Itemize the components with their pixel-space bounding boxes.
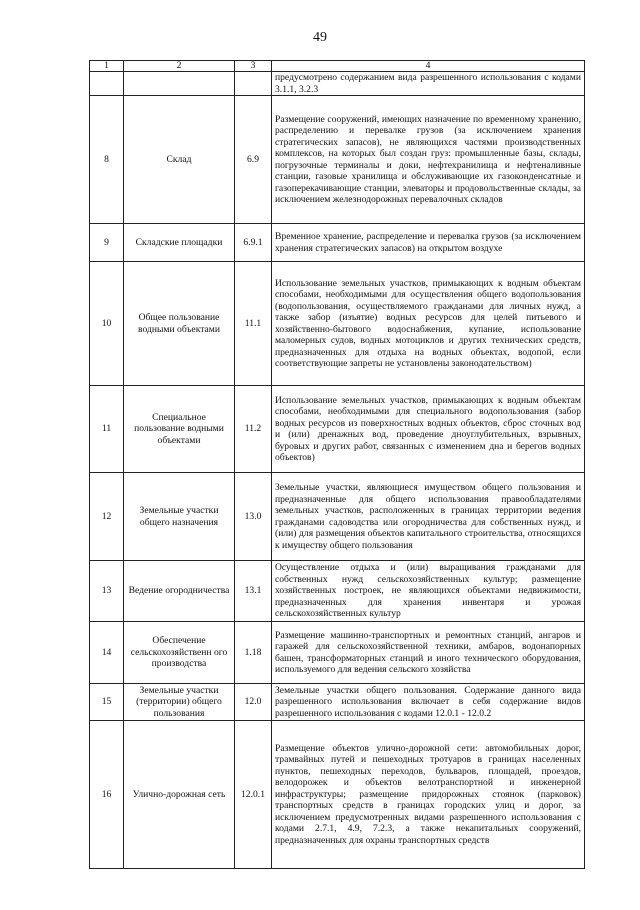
row-description: Размещение объектов улично-дорожной сети: автомобильных дорог, трамвайных путей и пешеходных тротуаров в границах населенных пунктов, пешеходных переходов, бульваров, площадей, проездов, велодорожек и объектов велотранспортной и инженерной инфраструктуры; размещение придорожных стоянок (парковок) транспортных средств в границах городских улиц и дорог, за исключением предусмотренных видами разрешенного использования с кодами 2.7.1, 4.9, 7.2.3, а также некапитальных сооружений, предназначенных для охраны транспортных средств: [272, 721, 585, 869]
row-code: 6.9: [235, 96, 272, 224]
row-description: Использование земельных участков, примыкающих к водным объектам способами, необходимыми для специального водопользования (забор водных ресурсов из поверхностных водных объектов, сброс сточных вод и (или) дренажных вод, проведение дноуглубительных, взрывных, буровых и других работ, связанных с изменением дна и берегов водных объектов): [272, 386, 585, 473]
row-description: Временное хранение, распределение и перевалка грузов (за исключением хранения стратегических запасов) на открытом воздухе: [272, 224, 585, 262]
row-code: 6.9.1: [235, 224, 272, 262]
land-use-table: [89, 60, 585, 869]
header-cell: 3: [235, 61, 272, 72]
row-number: [90, 72, 124, 96]
row-number: 14: [90, 622, 124, 684]
row-code: 11.2: [235, 386, 272, 473]
table-row: [90, 684, 585, 721]
row-number: 16: [90, 721, 124, 869]
table-row: [90, 473, 585, 561]
row-description: Земельные участки, являющиеся имуществом общего пользования и предназначенные для общего использования правообладателями земельных участков, расположенных в границах территории ведения гражданами садоводства или огородничества для собственных нужд, и (или) для размещения объектов капитального строительства, относящихся к имуществу общего пользования: [272, 473, 585, 561]
row-description: Размещение машинно-транспортных и ремонтных станций, ангаров и гаражей для сельскохозяйственной техники, амбаров, водонапорных башен, трансформаторных станций и иного технического оборудования, используемого для ведения сельского хозяйства: [272, 622, 585, 684]
row-number: 11: [90, 386, 124, 473]
table-row: [90, 72, 585, 96]
row-description: Размещение сооружений, имеющих назначение по временному хранению, распределению и перевалке грузов (за исключением хранения стратегических запасов), не являющихся частями производственных комплексов, на которых был создан груз: промышленные базы, склады, погрузочные терминалы и доки, нефтехранилища и нефтеналивные станции, газовые хранилища и обслуживающие их газоконденсатные и газоперекачивающие станции, элеваторы и продовольственные склады, за исключением железнодорожных перевалочных складов: [272, 96, 585, 224]
table-row: [90, 386, 585, 473]
row-number: 10: [90, 262, 124, 386]
row-code: 12.0.1: [235, 721, 272, 869]
row-name: [124, 72, 235, 96]
row-description: Использование земельных участков, примыкающих к водным объектам способами, необходимыми для осуществления общего водопользования (водопользования, осуществляемого гражданами для личных нужд, а также забор (изъятие) водных ресурсов для целей питьевого и хозяйственно-бытового водоснабжения, купание, использование маломерных судов, водных мотоциклов и других технических средств, предназначенных для отдыха на водных объектах, водопой, если соответствующие запреты не установлены законодательством): [272, 262, 585, 386]
row-code: 13.1: [235, 561, 272, 622]
table-row: [90, 224, 585, 262]
row-description: предусмотрено содержанием вида разрешенного использования с кодами 3.1.1, 3.2.3: [272, 72, 585, 96]
row-name: Склад: [124, 96, 235, 224]
row-number: 13: [90, 561, 124, 622]
table-row: [90, 721, 585, 869]
row-name: Специальное пользование водными объектами: [124, 386, 235, 473]
row-name: Общее пользование водными объектами: [124, 262, 235, 386]
row-code: 1.18: [235, 622, 272, 684]
table-row: [90, 561, 585, 622]
table-header-row: [90, 61, 585, 72]
row-code: 11.1: [235, 262, 272, 386]
row-description: Земельные участки общего пользования. Содержание данного вида разрешенного использования включает в себя содержание видов разрешенного использования с кодами 12.0.1 - 12.0.2: [272, 684, 585, 721]
row-number: 9: [90, 224, 124, 262]
row-number: 12: [90, 473, 124, 561]
table-row: [90, 262, 585, 386]
row-name: Складские площадки: [124, 224, 235, 262]
row-code: 13.0: [235, 473, 272, 561]
row-name: Обеспечение сельскохозяйственн ого производства: [124, 622, 235, 684]
row-code: 12.0: [235, 684, 272, 721]
header-cell: 2: [124, 61, 235, 72]
header-cell: 1: [90, 61, 124, 72]
row-description: Осуществление отдыха и (или) выращивания гражданами для собственных нужд сельскохозяйственных культур; размещение хозяйственных построек, не являющихся объектами недвижимости, предназначенных для хранения инвентаря и урожая сельскохозяйственных культур: [272, 561, 585, 622]
table-row: [90, 622, 585, 684]
page-number: 49: [313, 30, 327, 45]
header-cell: 4: [272, 61, 585, 72]
row-name: Земельные участки общего назначения: [124, 473, 235, 561]
row-code: [235, 72, 272, 96]
row-name: Ведение огородничества: [124, 561, 235, 622]
table-row: [90, 96, 585, 224]
row-name: Улично-дорожная сеть: [124, 721, 235, 869]
row-number: 15: [90, 684, 124, 721]
row-number: 8: [90, 96, 124, 224]
row-name: Земельные участки (территории) общего пользования: [124, 684, 235, 721]
